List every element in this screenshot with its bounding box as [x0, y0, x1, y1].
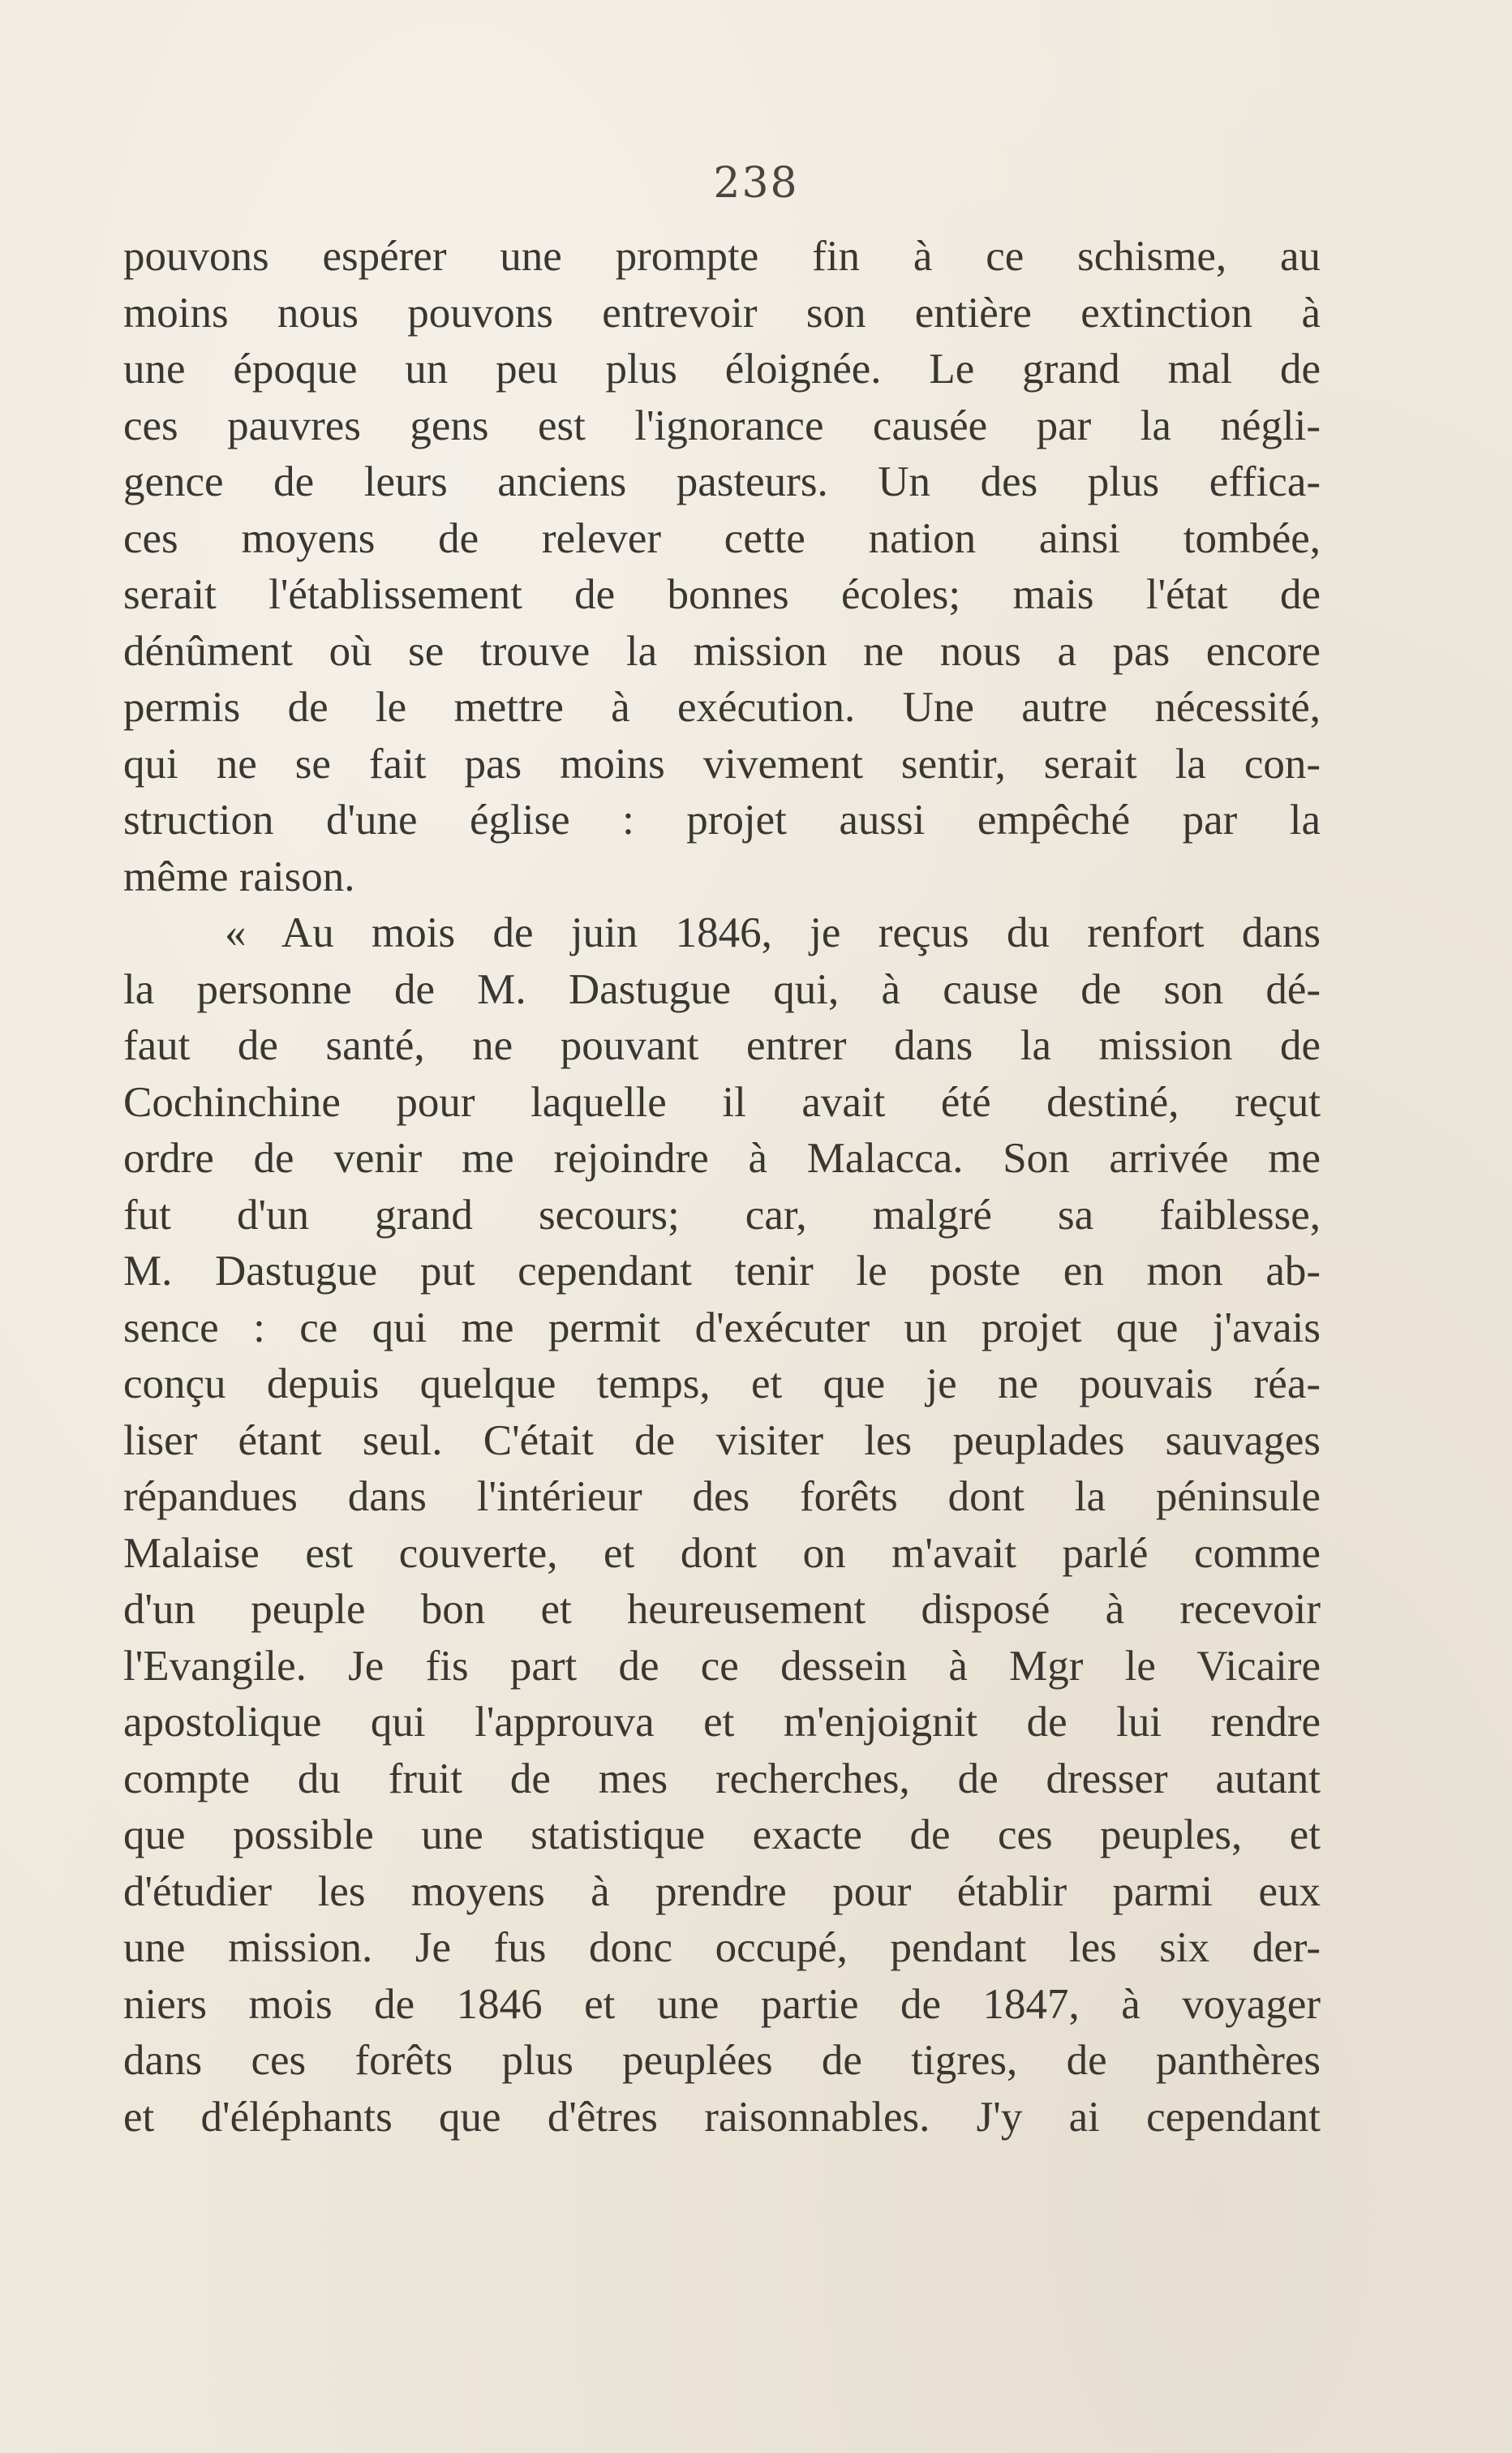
text-line: moins nous pouvons entrevoir son entière extinction à	[123, 289, 1321, 337]
text-line: dans ces forêts plus peuplées de tigres, de panthères	[123, 2037, 1321, 2084]
text-line: l'Evangile. Je fis part de ce dessein à Mgr le Vicaire	[123, 1642, 1321, 1690]
text-line: ces pauvres gens est l'ignorance causée par la négli-	[123, 402, 1321, 449]
page-number: 238	[713, 159, 799, 208]
text-line: liser étant seul. C'était de visiter les peuplades sauvages	[123, 1416, 1321, 1464]
text-line: niers mois de 1846 et une partie de 1847, à voyager	[123, 1980, 1321, 2028]
text-line: la personne de M. Dastugue qui, à cause de son dé-	[123, 965, 1321, 1013]
text-line: d'un peuple bon et heureusement disposé à recevoir	[123, 1586, 1321, 1633]
paragraph-start-line: « Au mois de juin 1846, je reçus du renfort dans	[225, 909, 1321, 956]
text-line: et d'éléphants que d'êtres raisonnables. J'y ai cependant	[123, 2093, 1321, 2141]
text-line: apostolique qui l'approuva et m'enjoignit de lui rendre	[123, 1699, 1321, 1746]
text-line: que possible une statistique exacte de ces peuples, et	[123, 1811, 1321, 1858]
text-line: répandues dans l'intérieur des forêts dont la péninsule	[123, 1473, 1321, 1520]
text-line: une époque un peu plus éloignée. Le grand mal de	[123, 346, 1321, 393]
text-line: M. Dastugue put cependant tenir le poste en mon ab-	[123, 1248, 1321, 1295]
text-line: gence de leurs anciens pasteurs. Un des plus effica-	[123, 458, 1321, 505]
text-line: fut d'un grand secours; car, malgré sa faiblesse,	[123, 1191, 1321, 1239]
text-line: conçu depuis quelque temps, et que je ne pouvais réa-	[123, 1360, 1321, 1407]
paragraph-end-line: même raison.	[123, 853, 355, 900]
text-line: dénûment où se trouve la mission ne nous a pas encore	[123, 627, 1321, 675]
text-line: pouvons espérer une prompte fin à ce schisme, au	[123, 233, 1321, 280]
text-line: compte du fruit de mes recherches, de dresser autant	[123, 1755, 1321, 1802]
body-text	[123, 229, 1321, 2146]
text-line: struction d'une église : projet aussi empêché par la	[123, 797, 1321, 844]
text-line: d'étudier les moyens à prendre pour établir parmi eux	[123, 1867, 1321, 1915]
text-line: permis de le mettre à exécution. Une autre nécessité,	[123, 684, 1321, 731]
text-line: sence : ce qui me permit d'exécuter un projet que j'avais	[123, 1304, 1321, 1351]
text-line: ordre de venir me rejoindre à Malacca. Son arrivée me	[123, 1135, 1321, 1182]
text-line: une mission. Je fus donc occupé, pendant les six der-	[123, 1924, 1321, 1971]
text-line: ces moyens de relever cette nation ainsi tombée,	[123, 514, 1321, 562]
text-line: Cochinchine pour laquelle il avait été destiné, reçut	[123, 1078, 1321, 1126]
text-line: qui ne se fait pas moins vivement sentir, serait la con-	[123, 740, 1321, 788]
text-line: faut de santé, ne pouvant entrer dans la mission de	[123, 1022, 1321, 1069]
text-line: serait l'établissement de bonnes écoles; mais l'état de	[123, 571, 1321, 618]
text-line: Malaise est couverte, et dont on m'avait parlé comme	[123, 1529, 1321, 1577]
